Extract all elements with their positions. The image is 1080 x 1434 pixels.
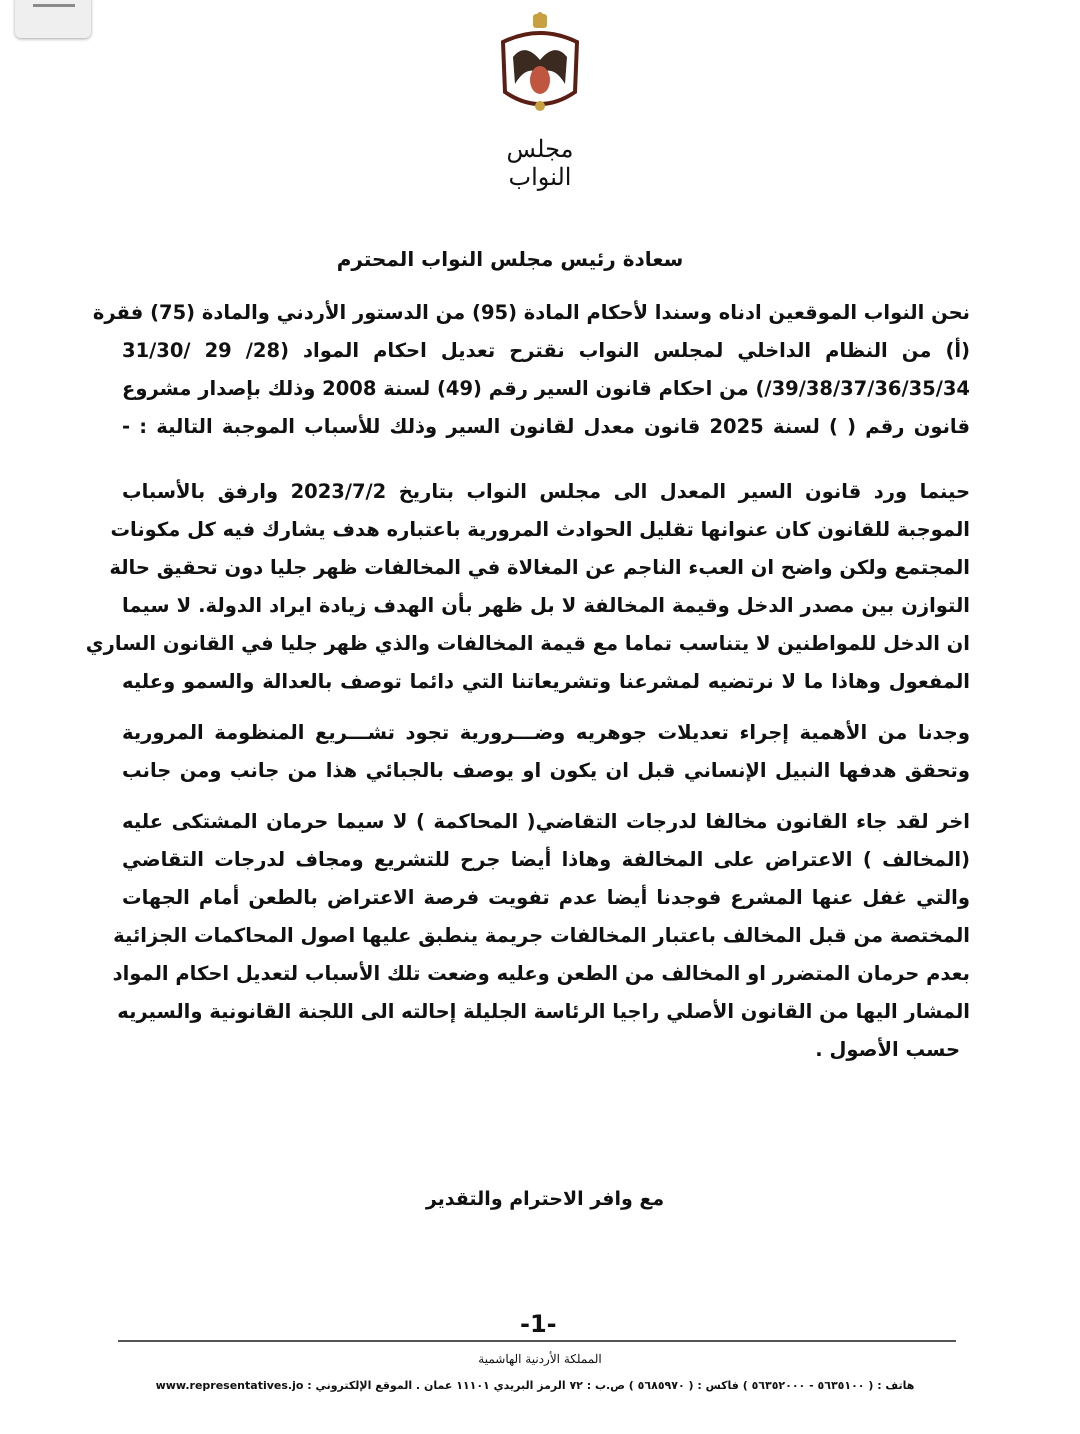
text-line: وجدنا من الأهمية إجراء تعديلات جوهريه وضـــرورية تجود تشـــريع المنظومة المرورية: [122, 721, 970, 744]
text-line: (أ) من النظام الداخلي لمجلس النواب نقترح تعديل احكام المواد (28/ 29 /31/30: [122, 339, 970, 362]
text-line: المفعول وهاذا ما لا نرتضيه لمشرعنا وتشريعاتنا التي دائما توصف بالعدالة والسمو وعليه: [122, 670, 970, 693]
paragraph-1: [92, 294, 970, 446]
text-line: نحن النواب الموقعين ادناه وسندا لأحكام المادة (95) من الدستور الأردني والمادة (75) فقرة: [92, 301, 970, 324]
text-line: (المخالف ) الاعتراض على المخالفة وهاذا أيضا جرح للتشريع ومجاف لدرجات التقاضي: [122, 848, 970, 871]
text-line: المجتمع ولكن واضح ان العبء الناجم عن المغالاة في المخالفات ظهر جليا دون تحقيق حالة: [109, 556, 970, 579]
text-line: 39/38/37/36/35/34/) من احكام قانون السير رقم (49) لسنة 2008 وذلك بإصدار مشروع: [122, 377, 970, 400]
text-line: المختصة من قبل المخالف باعتبار المخالفات جريمة ينطبق عليها اصول المحاكمات الجزائية: [113, 924, 970, 947]
text-line: حسب الأصول .: [815, 1038, 960, 1061]
footer-kingdom-name: المملكة الأردنية الهاشمية: [478, 1352, 602, 1366]
text-line: اخر لقد جاء القانون مخالفا لدرجات التقاضي( المحاكمة ) لا سيما حرمان المشتكى عليه: [122, 810, 970, 833]
closing-text: مع وافر الاحترام والتقدير: [425, 1188, 665, 1210]
menu-handle-button[interactable]: [15, 0, 91, 38]
letter-salutation: سعادة رئيس مجلس النواب المحترم: [336, 247, 684, 271]
paragraph-3: [122, 714, 970, 790]
text-line: التوازن بين مصدر الدخل وقيمة المخالفة لا بل ظهر بأن الهدف زيادة ايراد الدولة. لا سيما: [122, 594, 970, 617]
paragraph-2: [85, 473, 971, 701]
text-line: المشار اليها من القانون الأصلي راجيا الرئاسة الجليلة إحالته الى اللجنة القانونية والسيريه: [117, 1000, 970, 1023]
text-line: وتحقق هدفها النبيل الإنساني قبل ان يكون او يوصف بالجبائي هذا من جانب ومن جانب: [122, 759, 970, 782]
text-line: حينما ورد قانون السير المعدل الى مجلس النواب بتاريخ 2023/7/2 وارفق بالأسباب: [122, 480, 971, 503]
handle-bar-icon: [33, 4, 75, 7]
text-line: والتي غفل عنها المشرع فوجدنا أيضا عدم تفويت فرصة الاعتراض بالطعن أمام الجهات: [122, 886, 970, 909]
text-line: ان الدخل للمواطنين لا يتناسب تماما مع قيمة المخالفات والذي ظهر جليا في القانون الساري: [85, 632, 970, 655]
text-line: بعدم حرمان المتضرر او المخالف من الطعن وعليه وضعت تلك الأسباب لتعديل احكام المواد: [112, 962, 970, 985]
coat-of-arms-logo: [495, 12, 585, 124]
text-line: الموجبة للقانون كان عنوانها تقليل الحوادث المرورية باعتباره هدف يشارك فيه كل مكونات: [110, 518, 970, 541]
text-line: قانون رقم ( ) لسنة 2025 قانون معدل لقانون السير وذلك للأسباب الموجبة التالية : -: [122, 415, 970, 438]
page-number: -1-: [520, 1310, 557, 1338]
organization-name: مجلس النواب: [506, 135, 574, 191]
paragraph-4: [112, 803, 970, 1069]
footer-contact-info: هاتف : ( ٥٦٣٥١٠٠ - ٥٦٣٥٢٠٠٠ ) فاكس : ( ٥٦٨٥٩٧٠ ) ص.ب : ٧٢ الرمز البريدي ١١١٠١ عمان . الموقع الإلكتروني : www.representatives.jo: [155, 1379, 915, 1392]
footer-divider: [118, 1340, 956, 1342]
